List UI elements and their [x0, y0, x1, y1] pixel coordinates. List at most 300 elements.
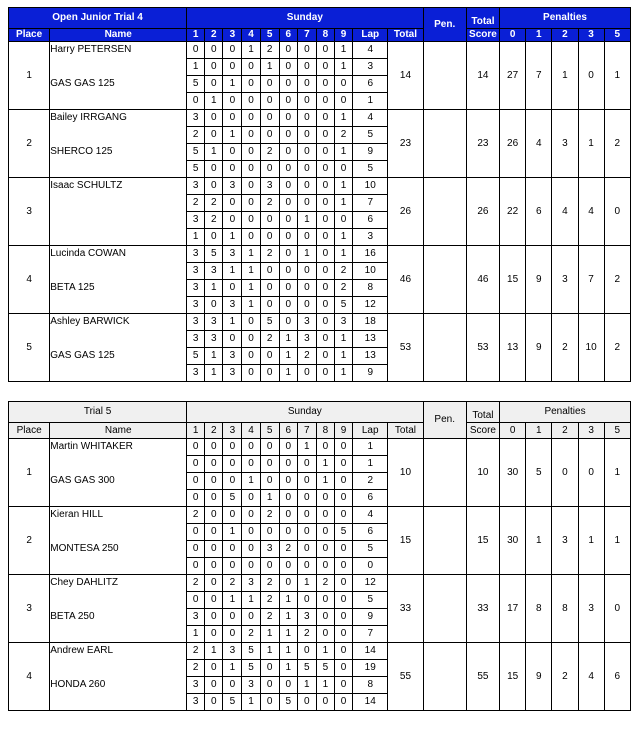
section-score: 1: [335, 365, 353, 382]
section-score: 3: [260, 178, 279, 195]
section-score: 0: [242, 229, 260, 246]
section-score: 0: [242, 541, 260, 558]
section-score: 1: [316, 473, 334, 490]
section-score: 1: [223, 524, 242, 541]
rider-score: 23: [466, 110, 499, 178]
section-score: 0: [316, 178, 334, 195]
section-score: 0: [260, 93, 279, 110]
section-score: 1: [187, 229, 205, 246]
section-score: 1: [279, 643, 297, 660]
section-score: 0: [260, 456, 279, 473]
rider-pen: [423, 246, 466, 314]
section-score: 0: [223, 541, 242, 558]
section-score: 0: [260, 229, 279, 246]
section-score: 0: [316, 626, 334, 643]
section-score: 0: [242, 212, 260, 229]
score-header: Score: [466, 423, 499, 439]
lap-total: 9: [353, 144, 388, 161]
section-score: 1: [335, 178, 353, 195]
section-score: 3: [297, 314, 316, 331]
section-score: 1: [279, 592, 297, 609]
section-score: 3: [205, 263, 223, 280]
table-row: [9, 439, 631, 456]
section-score: 0: [242, 524, 260, 541]
section-score: 3: [205, 314, 223, 331]
section-score: 5: [205, 246, 223, 263]
section-header-5: 5: [260, 423, 279, 439]
lap-total: 7: [353, 626, 388, 643]
lap-header: Lap: [353, 29, 388, 42]
penalty-count-1: 7: [526, 42, 552, 110]
results-table-trial-4: [8, 7, 631, 382]
section-score: 0: [223, 558, 242, 575]
section-score: 0: [316, 246, 334, 263]
section-score: 0: [279, 161, 297, 178]
section-score: 0: [205, 127, 223, 144]
section-score: 1: [260, 643, 279, 660]
bike-model: GAS GAS 300: [50, 475, 115, 486]
lap-total: 6: [353, 76, 388, 93]
section-score: 0: [335, 575, 353, 592]
section-score: 1: [279, 609, 297, 626]
penalty-count-3: 0: [578, 42, 604, 110]
section-score: 0: [279, 558, 297, 575]
section-score: 3: [187, 280, 205, 297]
lap-total: 7: [353, 195, 388, 212]
penalty-count-5: 1: [604, 507, 630, 575]
section-score: 1: [205, 144, 223, 161]
rider-info: [50, 110, 186, 177]
section-score: 1: [335, 331, 353, 348]
section-score: 0: [205, 660, 223, 677]
section-score: 0: [205, 59, 223, 76]
section-score: 0: [242, 439, 260, 456]
lap-total: 4: [353, 42, 388, 59]
section-score: 0: [316, 42, 334, 59]
section-score: 3: [223, 365, 242, 382]
section-score: 1: [242, 263, 260, 280]
section-score: 2: [335, 263, 353, 280]
rider-score: 10: [466, 439, 499, 507]
section-header-1: 1: [187, 29, 205, 42]
section-header-4: 4: [242, 29, 260, 42]
section-score: 2: [260, 42, 279, 59]
section-score: 0: [297, 558, 316, 575]
section-score: 3: [187, 314, 205, 331]
lap-total: 5: [353, 592, 388, 609]
section-score: 0: [316, 609, 334, 626]
penalty-count-5: 1: [604, 439, 630, 507]
section-score: 2: [260, 195, 279, 212]
section-score: 0: [242, 609, 260, 626]
section-score: 0: [223, 195, 242, 212]
section-score: 1: [242, 592, 260, 609]
section-score: 0: [205, 694, 223, 711]
section-score: 0: [205, 609, 223, 626]
place-cell: 2: [9, 507, 50, 575]
section-score: 5: [297, 660, 316, 677]
rider-cell: [50, 246, 187, 314]
section-score: 0: [335, 456, 353, 473]
section-score: 1: [316, 677, 334, 694]
penalties-header: Penalties: [500, 402, 631, 423]
pen-header: Pen.: [423, 8, 466, 42]
place-cell: 5: [9, 314, 50, 382]
section-score: 2: [316, 575, 334, 592]
section-score: 1: [335, 246, 353, 263]
section-score: 2: [187, 660, 205, 677]
lap-total: 6: [353, 212, 388, 229]
section-score: 0: [205, 626, 223, 643]
penalty-count-5: 2: [604, 110, 630, 178]
section-score: 1: [279, 348, 297, 365]
rider-info: [50, 507, 186, 574]
section-score: 0: [242, 365, 260, 382]
penalty-count-3: 3: [578, 575, 604, 643]
section-score: 2: [187, 195, 205, 212]
section-score: 0: [223, 439, 242, 456]
section-score: 0: [205, 524, 223, 541]
section-score: 0: [205, 178, 223, 195]
section-score: 1: [279, 331, 297, 348]
section-score: 0: [223, 456, 242, 473]
section-score: 1: [242, 42, 260, 59]
section-score: 0: [205, 297, 223, 314]
section-score: 0: [187, 93, 205, 110]
name-header: Name: [50, 423, 187, 439]
penalty-count-5: 1: [604, 42, 630, 110]
section-score: 0: [316, 348, 334, 365]
section-score: 0: [187, 592, 205, 609]
lap-total: 9: [353, 609, 388, 626]
section-score: 0: [297, 59, 316, 76]
section-score: 5: [187, 161, 205, 178]
section-score: 0: [335, 660, 353, 677]
section-score: 0: [279, 93, 297, 110]
rider-pen: [423, 110, 466, 178]
section-header-7: 7: [297, 29, 316, 42]
penalty-col-header-3: 3: [578, 423, 604, 439]
section-score: 1: [316, 643, 334, 660]
total-header: Total: [388, 423, 423, 439]
section-score: 1: [260, 626, 279, 643]
section-score: 0: [279, 490, 297, 507]
penalty-count-3: 7: [578, 246, 604, 314]
section-score: 0: [242, 93, 260, 110]
section-score: 0: [297, 507, 316, 524]
rider-total: 26: [388, 178, 423, 246]
section-score: 0: [279, 42, 297, 59]
section-score: 1: [297, 575, 316, 592]
section-score: 3: [223, 297, 242, 314]
lap-total: 12: [353, 575, 388, 592]
section-score: 0: [205, 76, 223, 93]
bike-model: SHERCO 125: [50, 146, 113, 157]
penalty-count-2: 2: [552, 643, 578, 711]
section-score: 0: [205, 541, 223, 558]
section-score: 0: [260, 263, 279, 280]
rider-cell: [50, 178, 187, 246]
section-score: 0: [205, 110, 223, 127]
section-score: 0: [297, 592, 316, 609]
section-score: 5: [335, 524, 353, 541]
section-score: 0: [297, 280, 316, 297]
rider-name: Andrew EARL: [50, 645, 114, 656]
section-score: 0: [297, 42, 316, 59]
section-header-5: 5: [260, 29, 279, 42]
rider-info: [50, 314, 186, 381]
section-score: 2: [260, 331, 279, 348]
section-score: 0: [260, 558, 279, 575]
section-header-7: 7: [297, 423, 316, 439]
section-score: 0: [335, 677, 353, 694]
section-score: 0: [223, 677, 242, 694]
penalty-count-3: 10: [578, 314, 604, 382]
section-score: 0: [316, 263, 334, 280]
section-score: 1: [223, 660, 242, 677]
lap-total: 5: [353, 541, 388, 558]
rider-cell: [50, 575, 187, 643]
section-score: 5: [187, 348, 205, 365]
rider-pen: [423, 643, 466, 711]
section-score: 1: [205, 643, 223, 660]
section-score: 0: [205, 507, 223, 524]
section-score: 0: [205, 575, 223, 592]
rider-info: [50, 439, 186, 506]
section-score: 2: [187, 575, 205, 592]
section-score: 0: [279, 439, 297, 456]
section-score: 0: [316, 93, 334, 110]
place-cell: 3: [9, 575, 50, 643]
section-header-6: 6: [279, 423, 297, 439]
penalty-count-5: 2: [604, 314, 630, 382]
penalty-count-0: 22: [500, 178, 526, 246]
place-cell: 2: [9, 110, 50, 178]
rider-total: 15: [388, 507, 423, 575]
lap-total: 1: [353, 439, 388, 456]
section-score: 0: [223, 59, 242, 76]
section-score: 0: [187, 541, 205, 558]
section-score: 0: [260, 280, 279, 297]
rider-total: 53: [388, 314, 423, 382]
lap-total: 5: [353, 161, 388, 178]
rider-name: Bailey IRRGANG: [50, 112, 127, 123]
rider-score: 33: [466, 575, 499, 643]
section-score: 1: [242, 694, 260, 711]
section-score: 5: [223, 694, 242, 711]
section-score: 0: [297, 263, 316, 280]
section-score: 0: [223, 507, 242, 524]
lap-total: 14: [353, 694, 388, 711]
penalty-count-1: 6: [526, 178, 552, 246]
penalty-count-2: 2: [552, 314, 578, 382]
section-score: 0: [316, 195, 334, 212]
section-score: 0: [316, 331, 334, 348]
table-row: [9, 314, 631, 331]
section-header-2: 2: [205, 29, 223, 42]
section-score: 1: [279, 660, 297, 677]
section-score: 0: [187, 490, 205, 507]
penalty-count-0: 15: [500, 643, 526, 711]
penalty-count-1: 9: [526, 246, 552, 314]
section-score: 0: [223, 280, 242, 297]
pen-header: Pen.: [423, 402, 466, 439]
penalty-count-2: 3: [552, 246, 578, 314]
penalty-count-3: 4: [578, 178, 604, 246]
section-score: 2: [335, 280, 353, 297]
section-header-8: 8: [316, 423, 334, 439]
lap-total: 4: [353, 110, 388, 127]
section-score: 3: [187, 365, 205, 382]
penalty-count-2: 0: [552, 439, 578, 507]
section-score: 1: [187, 59, 205, 76]
section-score: 2: [297, 348, 316, 365]
section-score: 0: [223, 144, 242, 161]
penalty-count-5: 6: [604, 643, 630, 711]
lap-total: 5: [353, 127, 388, 144]
section-score: 3: [187, 297, 205, 314]
section-score: 0: [260, 365, 279, 382]
section-score: 0: [279, 280, 297, 297]
section-score: 0: [260, 439, 279, 456]
section-score: 0: [335, 558, 353, 575]
lap-total: 14: [353, 643, 388, 660]
section-score: 0: [316, 144, 334, 161]
lap-total: 19: [353, 660, 388, 677]
section-score: 0: [223, 42, 242, 59]
rider-pen: [423, 314, 466, 382]
section-score: 0: [335, 609, 353, 626]
section-score: 0: [187, 456, 205, 473]
section-score: 0: [316, 558, 334, 575]
section-header-1: 1: [187, 423, 205, 439]
table-row: [9, 178, 631, 195]
section-score: 0: [279, 314, 297, 331]
penalties-header: Penalties: [500, 8, 631, 29]
section-score: 1: [223, 592, 242, 609]
header-row: [9, 8, 631, 29]
penalty-col-header-5: 5: [604, 423, 630, 439]
section-score: 0: [316, 76, 334, 93]
section-score: 0: [279, 229, 297, 246]
name-header: Name: [50, 29, 187, 42]
section-header-2: 2: [205, 423, 223, 439]
rider-score: 53: [466, 314, 499, 382]
penalty-count-0: 30: [500, 439, 526, 507]
rider-total: 55: [388, 643, 423, 711]
results-table-trial-5: [8, 401, 631, 711]
lap-total: 10: [353, 263, 388, 280]
section-score: 1: [242, 246, 260, 263]
table-row: [9, 246, 631, 263]
section-score: 0: [335, 694, 353, 711]
table-row: [9, 42, 631, 59]
section-score: 0: [316, 365, 334, 382]
section-score: 0: [242, 127, 260, 144]
section-score: 0: [205, 439, 223, 456]
section-score: 0: [223, 161, 242, 178]
section-score: 1: [223, 127, 242, 144]
section-score: 0: [297, 524, 316, 541]
section-score: 0: [279, 263, 297, 280]
section-score: 0: [297, 161, 316, 178]
section-score: 0: [279, 456, 297, 473]
section-score: 0: [279, 178, 297, 195]
section-score: 0: [335, 626, 353, 643]
section-score: 1: [335, 144, 353, 161]
section-score: 0: [242, 314, 260, 331]
rider-name: Chey DAHLITZ: [50, 577, 119, 588]
section-score: 0: [187, 439, 205, 456]
section-score: 1: [335, 229, 353, 246]
section-score: 2: [297, 626, 316, 643]
section-score: 0: [335, 592, 353, 609]
section-score: 5: [187, 144, 205, 161]
penalty-col-header-1: 1: [526, 29, 552, 42]
section-score: 2: [223, 575, 242, 592]
lap-total: 8: [353, 280, 388, 297]
section-score: 0: [242, 178, 260, 195]
section-score: 3: [297, 331, 316, 348]
section-score: 0: [205, 456, 223, 473]
day-title: Sunday: [187, 402, 423, 423]
section-score: 0: [260, 212, 279, 229]
lap-total: 9: [353, 365, 388, 382]
section-score: 0: [279, 677, 297, 694]
section-score: 0: [242, 195, 260, 212]
section-score: 0: [335, 541, 353, 558]
lap-total: 13: [353, 348, 388, 365]
section-score: 2: [205, 195, 223, 212]
section-score: 0: [205, 42, 223, 59]
rider-name: Martin WHITAKER: [50, 441, 133, 452]
penalty-count-1: 5: [526, 439, 552, 507]
rider-name: Ashley BARWICK: [50, 316, 130, 327]
section-score: 0: [205, 229, 223, 246]
section-score: 0: [223, 609, 242, 626]
rider-pen: [423, 42, 466, 110]
section-score: 0: [260, 348, 279, 365]
rider-score: 15: [466, 507, 499, 575]
bike-model: GAS GAS 125: [50, 78, 115, 89]
penalty-count-3: 1: [578, 507, 604, 575]
section-score: 1: [297, 212, 316, 229]
section-score: 0: [316, 127, 334, 144]
section-score: 5: [242, 643, 260, 660]
penalty-col-header-5: 5: [604, 29, 630, 42]
section-score: 2: [187, 507, 205, 524]
table-row: [9, 110, 631, 127]
section-score: 5: [335, 297, 353, 314]
section-score: 2: [260, 592, 279, 609]
penalty-count-1: 9: [526, 314, 552, 382]
section-score: 3: [242, 575, 260, 592]
section-score: 3: [187, 263, 205, 280]
penalty-col-header-3: 3: [578, 29, 604, 42]
penalty-count-0: 30: [500, 507, 526, 575]
rider-name: Harry PETERSEN: [50, 44, 132, 55]
penalty-count-0: 26: [500, 110, 526, 178]
section-score: 1: [205, 348, 223, 365]
penalty-count-3: 0: [578, 439, 604, 507]
section-score: 1: [297, 246, 316, 263]
section-score: 0: [316, 212, 334, 229]
section-score: 1: [205, 280, 223, 297]
section-score: 0: [297, 365, 316, 382]
place-cell: 3: [9, 178, 50, 246]
section-score: 2: [335, 127, 353, 144]
section-score: 0: [205, 490, 223, 507]
